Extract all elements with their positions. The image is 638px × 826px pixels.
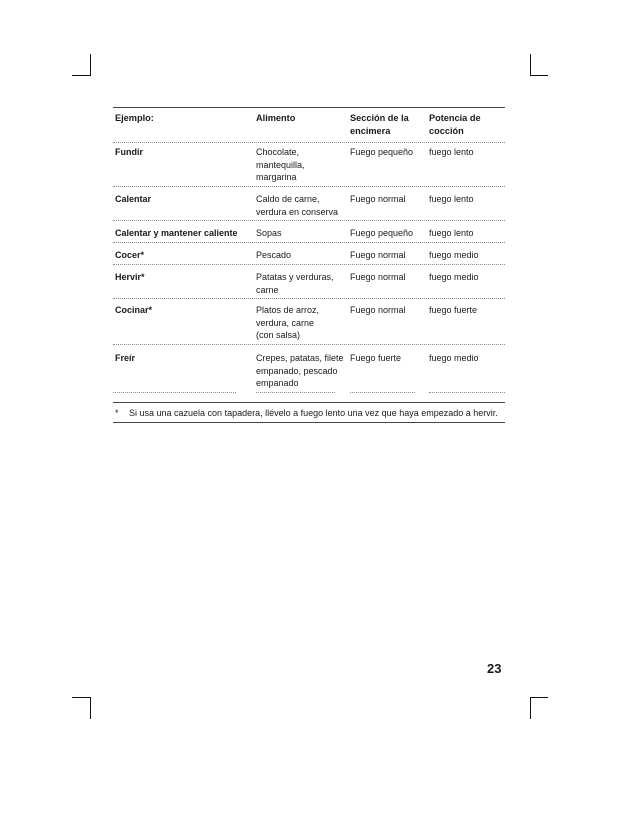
column-separator xyxy=(350,392,415,393)
row-section: Fuego normal xyxy=(350,250,406,260)
table-top-rule xyxy=(113,107,505,108)
header-example: Ejemplo: xyxy=(115,113,154,123)
row-section: Fuego normal xyxy=(350,194,406,204)
row-section: Fuego normal xyxy=(350,305,406,315)
row-section: Fuego pequeño xyxy=(350,147,414,157)
row-separator xyxy=(113,264,505,265)
row-power: fuego lento xyxy=(429,147,474,157)
row-separator xyxy=(113,242,505,243)
crop-mark-bottom-left xyxy=(72,697,90,698)
row-power: fuego medio xyxy=(429,353,479,363)
header-power: Potencia de cocción xyxy=(429,113,481,136)
crop-mark-top-left xyxy=(72,75,90,76)
row-separator xyxy=(113,298,505,299)
crop-mark-bottom-right xyxy=(530,697,531,719)
column-separator xyxy=(256,392,335,393)
row-power: fuego lento xyxy=(429,194,474,204)
footnote-marker: * xyxy=(115,408,119,418)
row-example: Calentar xyxy=(115,194,152,204)
footnote-text: Si usa una cazuela con tapadera, llévelo a fuego lento una vez que haya empezado a hervir. xyxy=(129,408,498,418)
row-section: Fuego fuerte xyxy=(350,353,402,363)
row-food: Pescado xyxy=(256,250,292,260)
row-example: Freír xyxy=(115,353,136,363)
row-food: Caldo de carne, verdura en conserva xyxy=(256,194,339,217)
row-food: Crepes, patatas, filete empanado, pescado empanado xyxy=(256,353,344,389)
page-number: 23 xyxy=(487,661,502,676)
column-separator xyxy=(113,392,236,393)
footnote-rule xyxy=(113,422,505,423)
row-food: Sopas xyxy=(256,228,282,238)
header-separator xyxy=(113,142,505,143)
row-food: Chocolate, mantequilla, margarina xyxy=(256,147,305,183)
row-section: Fuego pequeño xyxy=(350,228,414,238)
row-power: fuego lento xyxy=(429,228,474,238)
row-separator xyxy=(113,344,505,345)
row-food: Platos de arroz, verdura, carne (con salsa) xyxy=(256,305,320,341)
table-bottom-rule xyxy=(113,402,505,403)
row-power: fuego medio xyxy=(429,250,479,260)
row-example: Calentar y mantener caliente xyxy=(115,228,238,238)
crop-mark-bottom-left xyxy=(90,697,91,719)
row-food: Patatas y verduras, carne xyxy=(256,272,334,295)
row-power: fuego medio xyxy=(429,272,479,282)
crop-mark-bottom-right xyxy=(530,697,548,698)
row-separator xyxy=(113,220,505,221)
header-section: Sección de la encimera xyxy=(350,113,409,136)
crop-mark-top-left xyxy=(90,54,91,76)
header-food: Alimento xyxy=(256,113,296,123)
row-example: Cocinar* xyxy=(115,305,153,315)
crop-mark-top-right xyxy=(530,54,531,76)
row-example: Cocer* xyxy=(115,250,145,260)
column-separator xyxy=(429,392,505,393)
row-separator xyxy=(113,186,505,187)
crop-mark-top-right xyxy=(530,75,548,76)
row-section: Fuego normal xyxy=(350,272,406,282)
row-example: Hervir* xyxy=(115,272,145,282)
row-example: Fundir xyxy=(115,147,143,157)
row-power: fuego fuerte xyxy=(429,305,478,315)
